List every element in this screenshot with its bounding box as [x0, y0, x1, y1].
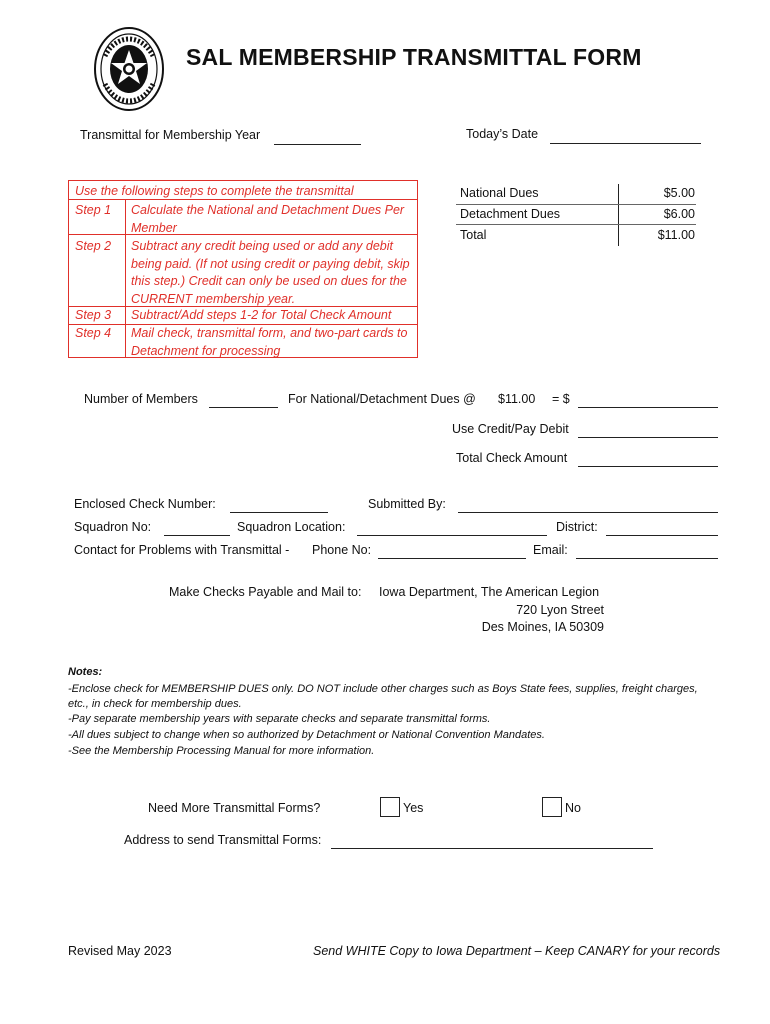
note-line: -See the Membership Processing Manual for more information. [68, 745, 375, 757]
note-line: etc., in check for membership dues. [68, 698, 242, 710]
contact-label: Contact for Problems with Transmittal - [74, 543, 290, 557]
submitted-by-label: Submitted By: [368, 497, 446, 511]
mail-address-line1: Iowa Department, The American Legion [379, 585, 600, 599]
step-text: Mail check, transmittal form, and two-part cards to Detachment for processing [131, 326, 408, 358]
notes-heading: Notes: [68, 666, 103, 678]
squadron-location-field[interactable] [357, 535, 547, 536]
step-row [69, 324, 417, 360]
number-of-members-field[interactable] [209, 407, 278, 408]
total-dues-label: Total [460, 228, 487, 242]
note-line: -All dues subject to change when so authorized by Detachment or National Convention Mandates. [68, 729, 545, 741]
dues-row-divider [456, 224, 696, 225]
steps-intro: Use the following steps to complete the transmittal [75, 184, 354, 198]
step-text: Subtract/Add steps 1-2 for Total Check Amount [131, 308, 392, 322]
mail-to-label: Make Checks Payable and Mail to: [169, 585, 362, 599]
revised-date: Revised May 2023 [68, 944, 172, 958]
note-line: -Enclose check for MEMBERSHIP DUES only. DO NOT include other charges such as Boys State fees, supplies, freight charges, [68, 683, 698, 695]
district-label: District: [556, 520, 598, 534]
membership-year-field[interactable] [274, 144, 361, 145]
step-number: Step 4 [75, 326, 112, 340]
squadron-no-label: Squadron No: [74, 520, 152, 534]
copy-instructions: Send WHITE Copy to Iowa Department – Keep CANARY for your records [313, 944, 721, 958]
step-row [69, 306, 417, 325]
step-number: Step 1 [75, 203, 112, 217]
credit-debit-field[interactable] [578, 437, 718, 438]
check-number-field[interactable] [230, 512, 328, 513]
phone-label: Phone No: [312, 543, 372, 557]
no-label: No [565, 801, 581, 815]
email-label: Email: [533, 543, 568, 557]
dues-rate-label: For National/Detachment Dues @ [288, 392, 476, 406]
mail-address-line3: Des Moines, IA 50309 [481, 620, 604, 634]
mail-address-line2: 720 Lyon Street [516, 603, 604, 617]
todays-date-field[interactable] [550, 143, 701, 144]
step-number: Step 3 [75, 308, 112, 322]
note-line: -Pay separate membership years with separate checks and separate transmittal forms. [68, 713, 491, 725]
detachment-dues-label: Detachment Dues [460, 207, 561, 221]
phone-field[interactable] [378, 558, 526, 559]
form-title: SAL MEMBERSHIP TRANSMITTAL FORM [186, 44, 642, 70]
step-text: Subtract any credit being used or add any debit being paid. (If not using credit or paying debit, skip this step.) Credit can only be used on dues for the CURRENT membership year. [131, 239, 410, 306]
step-row [69, 199, 417, 235]
address-forms-label: Address to send Transmittal Forms: [124, 833, 322, 847]
submitted-by-field[interactable] [458, 512, 718, 513]
no-checkbox[interactable] [542, 797, 562, 817]
todays-date-label: Today’s Date [466, 127, 539, 141]
national-dues-value: $5.00 [663, 186, 695, 200]
squadron-location-label: Squadron Location: [237, 520, 346, 534]
squadron-no-field[interactable] [164, 535, 230, 536]
district-field[interactable] [606, 535, 718, 536]
dues-rate-value: $11.00 [498, 392, 536, 406]
credit-debit-label: Use Credit/Pay Debit [452, 422, 569, 436]
dues-divider [618, 184, 619, 246]
step-row [69, 234, 417, 305]
dues-row-divider [456, 204, 696, 205]
sal-emblem-logo [93, 26, 165, 112]
email-field[interactable] [576, 558, 718, 559]
number-of-members-label: Number of Members [84, 392, 198, 406]
step-text: Calculate the National and Detachment Dues Per Member [131, 203, 405, 235]
address-forms-field[interactable] [331, 848, 653, 849]
instructions-box [68, 180, 418, 358]
more-forms-question: Need More Transmittal Forms? [148, 801, 321, 815]
total-check-amount-field[interactable] [578, 466, 718, 467]
equals-sign: = $ [552, 392, 570, 406]
step-number: Step 2 [75, 239, 112, 253]
check-number-label: Enclosed Check Number: [74, 497, 216, 511]
yes-label: Yes [403, 801, 424, 815]
detachment-dues-value: $6.00 [663, 207, 695, 221]
membership-year-label: Transmittal for Membership Year [80, 128, 261, 142]
dues-amount-field[interactable] [578, 407, 718, 408]
national-dues-label: National Dues [460, 186, 539, 200]
total-dues-value: $11.00 [657, 228, 695, 242]
total-check-amount-label: Total Check Amount [456, 451, 568, 465]
yes-checkbox[interactable] [380, 797, 400, 817]
